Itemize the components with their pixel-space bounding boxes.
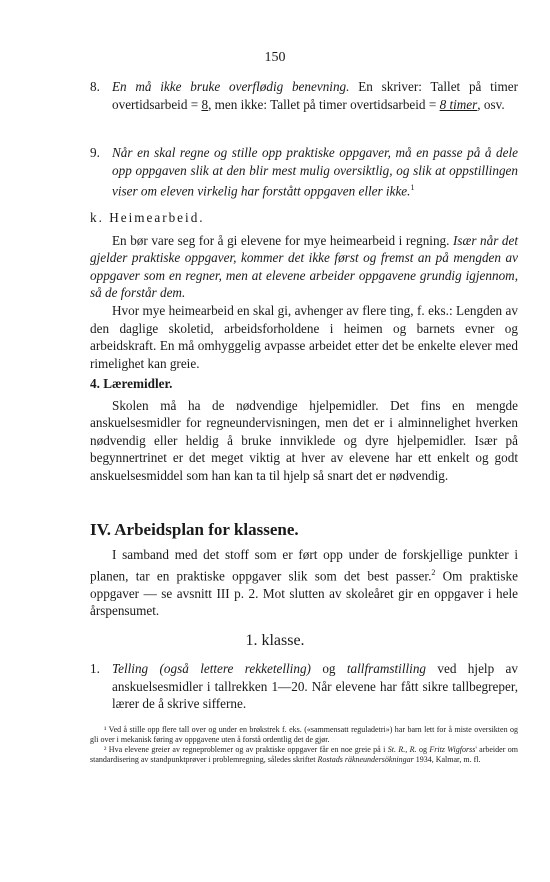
footnote-italic: St. R., R.: [387, 745, 417, 754]
paragraph: Hvor mye heimearbeid en skal gi, avhenger av flere ting, f. eks.: Lengden av den daglige skoletid, arbeidsforholdene i heimen og barnets evner og arbeidskraft. En må omhyggelig avpasse arbeidet etter det be enkelte elever med rimelighet kan greie.: [90, 302, 518, 371]
item-text-part: ved hjelp av anskuelsesmidler i tallrekken 1—20. Når elevene har fått sikre tallbegreper, lærer de å skrive sifferne.: [112, 661, 518, 712]
paragraph-italic: Især når det gjelder praktiske oppgaver, kommer det ikke først og fremst an på mengden av oppgaver som en regner, men at elevene arbeider oppgavene grundig igjennom, så de forstår dem.: [90, 232, 518, 301]
chapter-heading: IV. Arbeidsplan for klassene.: [90, 520, 299, 539]
paragraph-text: Om praktiske oppgaver — se avsnitt III p. 2. Mot slutten av skoleåret gir en oppgaver i hele årspensumet.: [90, 567, 518, 619]
item-number: 1.: [90, 661, 100, 676]
paragraph-text: En bør vare seg for å gi elevene for mye heimearbeid i regning.: [112, 232, 453, 248]
underlined-value: 8: [201, 96, 209, 112]
footnote-text: ² Hva elevene greier av regneproblemer og av praktiske oppgaver får en noe greie på i: [104, 745, 388, 754]
item-text: [112, 78, 518, 113]
item-number: 9.: [90, 145, 100, 160]
item-text: [112, 144, 518, 200]
paragraph: Skolen må ha de nødvendige hjelpemidler. Det fins en mengde anskuelsesmidler for regneundervisningen, men det er i alminnelighet hverken nødvendig eller heldig å bruke innviklede og dyre hjelpemidler. Især på begynnertrinet er det meget viktig at hver av elevene har ett enkelt og godt anskuelsesmiddel som han kan ta til hjelp så snart det er nødvendig.: [90, 397, 518, 483]
footnote-italic: Rostads räkneundersökningar: [317, 755, 414, 764]
item-italic: tallframstilling: [346, 661, 427, 676]
class-heading: 1. klasse.: [245, 632, 305, 649]
footnotes: [90, 725, 518, 765]
section-iv-body: [90, 546, 518, 620]
item-italic: Telling: [112, 661, 149, 676]
section-4: [90, 375, 518, 485]
paragraph-text: I samband med det stoff som er ført opp under de forskjellige punkter i planen, tar en praktiske oppgaver slik som det best passer.: [90, 547, 518, 583]
footnote-text: ' arbeider om standardisering av standpunktprøver i problemregning, således skriftet: [90, 745, 518, 764]
section-heading: k. Heimearbeid.: [90, 210, 205, 225]
item-number: 8.: [90, 79, 100, 94]
footnote-1: ¹ Ved å stille opp flere tall over og under en brøkstrek f. eks. («sammensatt reguladetri») har barn lett for å miste oversikten og gli over i mekanisk føring av oppgavene uten å forstå ordentlig det de gjør.: [90, 725, 518, 744]
section-k: [90, 209, 518, 372]
footnote-text: 1934, Kalmar, m. fl.: [413, 755, 481, 764]
item-text: [112, 660, 518, 713]
footnote-text: og: [416, 745, 430, 754]
section-heading: 4. Læremidler.: [90, 376, 173, 391]
item-italic: (også lettere rekketelling): [159, 661, 311, 676]
item-italic-text: Når en skal regne og stille opp praktiske oppgaver, må en passe på å dele opp oppgaven slik at den blir mest mulig oversiktlig, og slik at oppstillingen viser om eleven virkelig har forstått oppgaven eller ikke.: [112, 145, 518, 199]
item-text-part: En skriver: Tallet på timer overtidsarbeid =: [112, 79, 518, 112]
footnote-2: [90, 745, 518, 765]
paragraph: [90, 546, 518, 620]
footnote-ref: 1: [410, 183, 415, 193]
item-8: [90, 78, 518, 113]
item-title: En må ikke bruke overflødig benevning.: [112, 79, 350, 94]
item-9: [90, 144, 518, 200]
paragraph: [90, 232, 518, 302]
klasse1-item-1: [90, 660, 518, 713]
item-text-part: , osv.: [477, 96, 505, 112]
underlined-value: 8 timer: [439, 96, 478, 112]
item-text-part: og: [310, 661, 347, 676]
page-number: 150: [264, 50, 286, 65]
footnote-ref: 2: [431, 567, 436, 577]
footnote-italic: Fritz Wigforss: [429, 745, 476, 754]
item-text-part: , men ikke: Tallet på timer overtidsarbeid =: [208, 96, 440, 112]
